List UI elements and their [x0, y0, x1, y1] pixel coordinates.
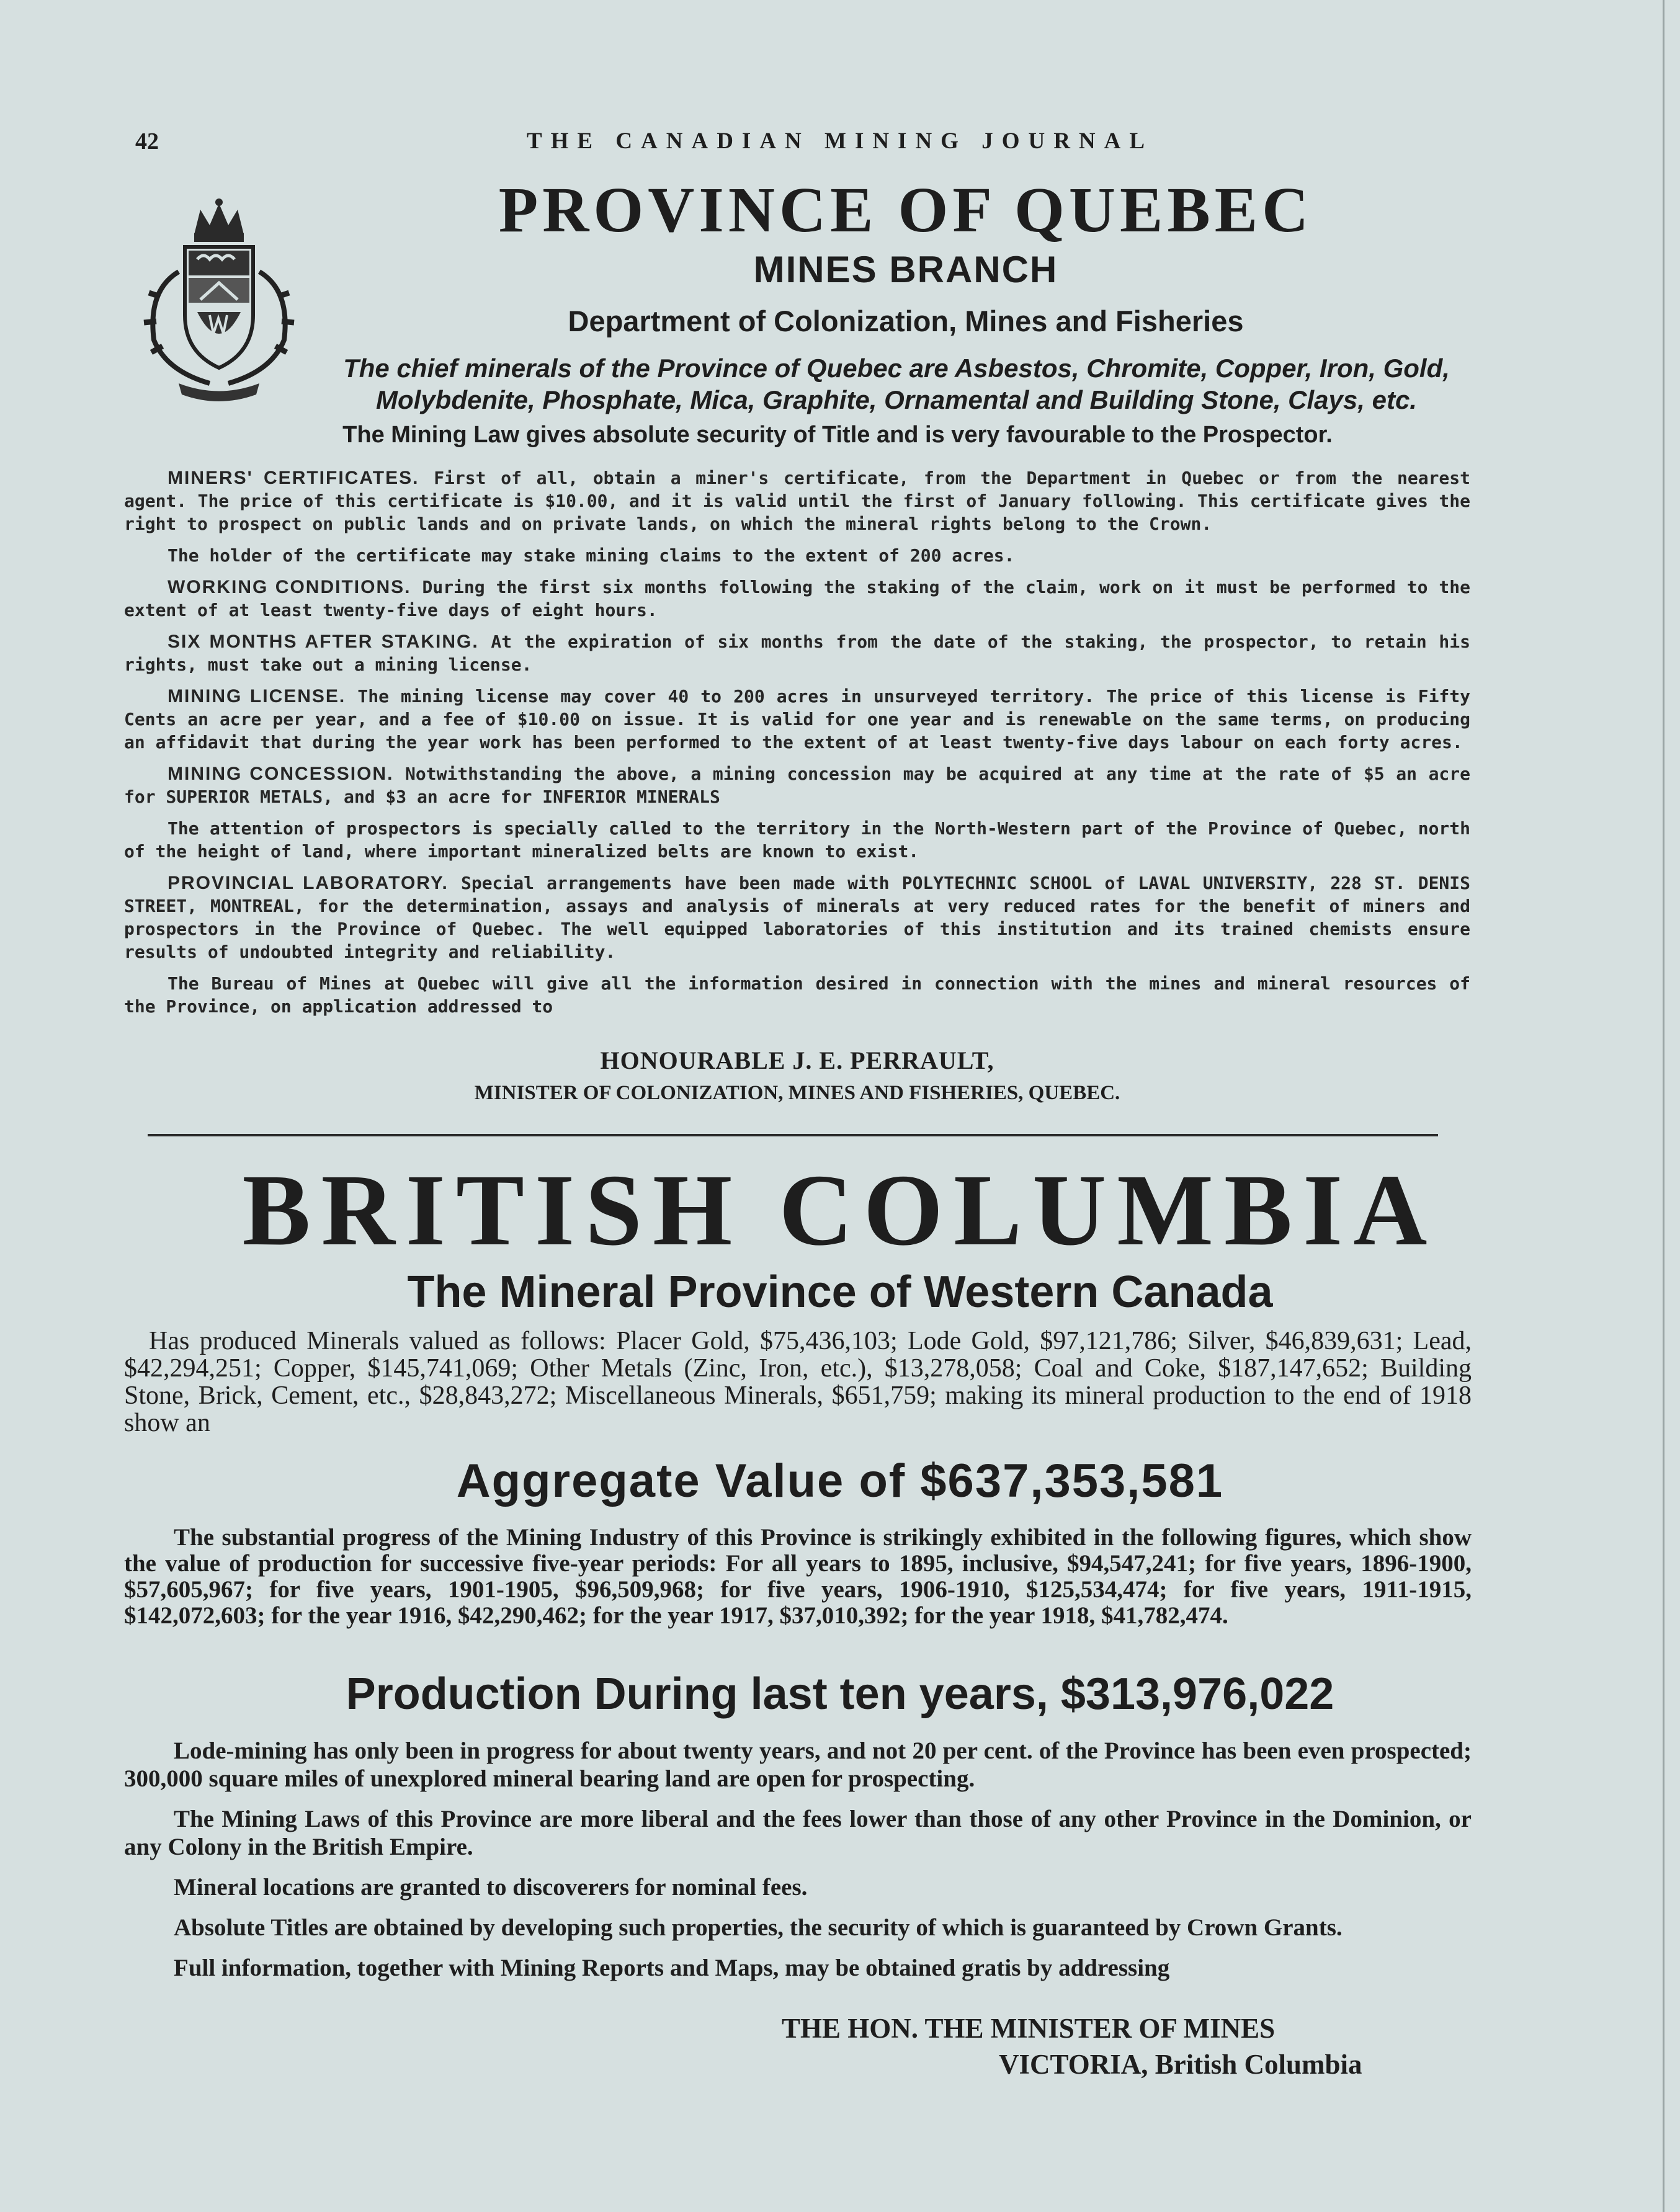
para-heading: MINING CONCESSION.	[168, 764, 394, 784]
para-heading: WORKING CONDITIONS.	[168, 577, 411, 597]
quebec-minerals-line2: Molybdenite, Phosphate, Mica, Graphite, Ornamental and Building Stone, Clays, etc.	[376, 385, 1417, 415]
para-text: The attention of prospectors is specially called to the territory in the North-Western part of the Province of Quebec, north of the height of land, where important mineralized belts are known to exist.	[124, 818, 1470, 862]
para-heading: MINERS' CERTIFICATES.	[168, 468, 419, 488]
quebec-title: PROVINCE OF QUEBEC	[498, 174, 1313, 246]
bc-aggregate-value: Aggregate Value of $637,353,581	[456, 1455, 1224, 1507]
bc-intro	[124, 1327, 1472, 1437]
para-text: The holder of the certificate may stake mining claims to the extent of 200 acres.	[168, 545, 1015, 566]
quebec-subtitle: MINES BRANCH	[753, 249, 1058, 290]
quebec-signature-title: MINISTER OF COLONIZATION, MINES AND FISHERIES, QUEBEC.	[474, 1082, 1120, 1104]
bc-subtitle: The Mineral Province of Western Canada	[407, 1267, 1273, 1317]
para-text: At the expiration of six months from the date of the staking, the prospector, to retain his rights, must take out a mining license.	[124, 631, 1470, 675]
bc-production-heading: Production During last ten years, $313,976,022	[346, 1669, 1334, 1719]
quebec-signature-name: HONOURABLE J. E. PERRAULT,	[600, 1046, 994, 1074]
bc-para-lode-mining: Lode-mining has only been in progress for about twenty years, and not 20 per cent. of the Province has been even prospected; 300,000 square miles of unexplored mineral bearing land are open for prospecting.	[124, 1737, 1472, 1792]
para-text: During the first six months following the staking of the claim, work on it must be performed to the extent of at least twenty-five days of eight hours.	[124, 577, 1470, 620]
page-edge	[1663, 0, 1664, 2212]
para-text: First of all, obtain a miner's certificate, from the Department in Quebec or from the nearest agent. The price of this certificate is $10.00, and it is valid until the first of January following. This certificate gives the right to prospect on public lands and on private lands, on which the mineral rights belong to the Crown.	[124, 468, 1470, 534]
bc-para-information: Full information, together with Mining Reports and Maps, may be obtained gratis by addressing	[174, 1955, 1170, 1981]
quebec-para-attention	[124, 817, 1470, 863]
bc-para-titles: Absolute Titles are obtained by developing such properties, the security of which is guaranteed by Crown Grants.	[174, 1914, 1343, 1941]
para-heading: MINING LICENSE.	[168, 686, 346, 707]
quebec-minerals	[316, 352, 1477, 416]
para-heading: SIX MONTHS AFTER STAKING.	[168, 631, 479, 652]
quebec-minerals-line1: The chief minerals of the Province of Quebec are Asbestos, Chromite, Copper, Iron, Gold,	[343, 354, 1450, 383]
section-divider	[148, 1134, 1438, 1136]
running-head: THE CANADIAN MINING JOURNAL	[526, 128, 1154, 154]
quebec-coat-of-arms-icon	[141, 197, 297, 402]
bc-signature-location: VICTORIA, British Columbia	[999, 2049, 1362, 2080]
para-heading: PROVINCIAL LABORATORY.	[168, 873, 449, 893]
para-text: The mining license may cover 40 to 200 acres in unsurveyed territory. The price of this license is Fifty Cents an acre per year, and a fee of $10.00 on issue. It is valid for one year and is renewable on the same terms, on producing an affidavit that during the year work has been performed to the extent of at least twenty-five days labour on each forty acres.	[124, 686, 1471, 752]
bc-title: BRITISH COLUMBIA	[242, 1153, 1438, 1267]
quebec-para-six-months	[124, 630, 1470, 676]
quebec-para-working	[124, 576, 1470, 622]
quebec-para-concession	[124, 762, 1470, 808]
bc-progress	[124, 1525, 1472, 1629]
quebec-body	[124, 466, 1470, 1027]
bc-signature-minister: THE HON. THE MINISTER OF MINES	[782, 2013, 1276, 2044]
quebec-department: Department of Colonization, Mines and Fisheries	[568, 305, 1244, 337]
bc-intro-text: Has produced Minerals valued as follows: Placer Gold, $75,436,103; Lode Gold, $97,121,786; Silver, $46,839,631; Lead, $42,294,251; Copper, $145,741,069; Other Metals (Zinc, Iron, etc.), $13,278,058; Coal and Coke, $187,147,652; Building Stone, Brick, Cement, etc., $28,843,272; Miscellaneous Minerals, $651,759; making its mineral production to the end of 1918 show an	[124, 1327, 1472, 1437]
bc-paragraphs	[124, 1737, 1472, 1994]
bc-progress-text: The substantial progress of the Mining Industry of this Province is strikingly exhibited in the following figures, which show the value of production for successive five-year periods: For all years to 1895, inclusive, $94,547,241; for five years, 1896-1900, $57,605,967; for five years, 1901-1905, $96,509,968; for five years, 1906-1910, $125,534,474; for five years, 1911-1915, $142,072,603; for the year 1916, $42,290,462; for the year 1917, $37,010,392; for the year 1918, $41,782,474.	[124, 1524, 1472, 1629]
para-text: Notwithstanding the above, a mining concession may be acquired at any time at the rate of $5 an acre for SUPERIOR METALS, and $3 an acre for INFERIOR MINERALS	[124, 764, 1470, 807]
para-text: Special arrangements have been made with POLYTECHNIC SCHOOL of LAVAL UNIVERSITY, 228 ST. DENIS STREET, MONTREAL, for the determination, assays and analysis of minerals at very reduced rates for the benefit of miners and prospectors in the Province of Quebec. The well equipped laboratories of this institution and its trained chemists ensure results of undoubted integrity and reliability.	[124, 873, 1470, 962]
quebec-para-license	[124, 685, 1470, 754]
quebec-para-claims	[124, 544, 1470, 567]
quebec-para-laboratory	[124, 872, 1470, 963]
page-number: 42	[135, 128, 159, 154]
quebec-para-certificates	[124, 466, 1470, 535]
quebec-para-bureau	[124, 972, 1470, 1018]
bc-para-mining-laws: The Mining Laws of this Province are more liberal and the fees lower than those of any other Province in the Dominion, or any Colony in the British Empire.	[124, 1806, 1472, 1860]
quebec-mining-law: The Mining Law gives absolute security of Title and is very favourable to the Prospector.	[342, 422, 1333, 448]
bc-para-locations: Mineral locations are granted to discoverers for nominal fees.	[174, 1874, 808, 1901]
para-text: The Bureau of Mines at Quebec will give all the information desired in connection with the mines and mineral resources of the Province, on application addressed to	[124, 973, 1470, 1017]
